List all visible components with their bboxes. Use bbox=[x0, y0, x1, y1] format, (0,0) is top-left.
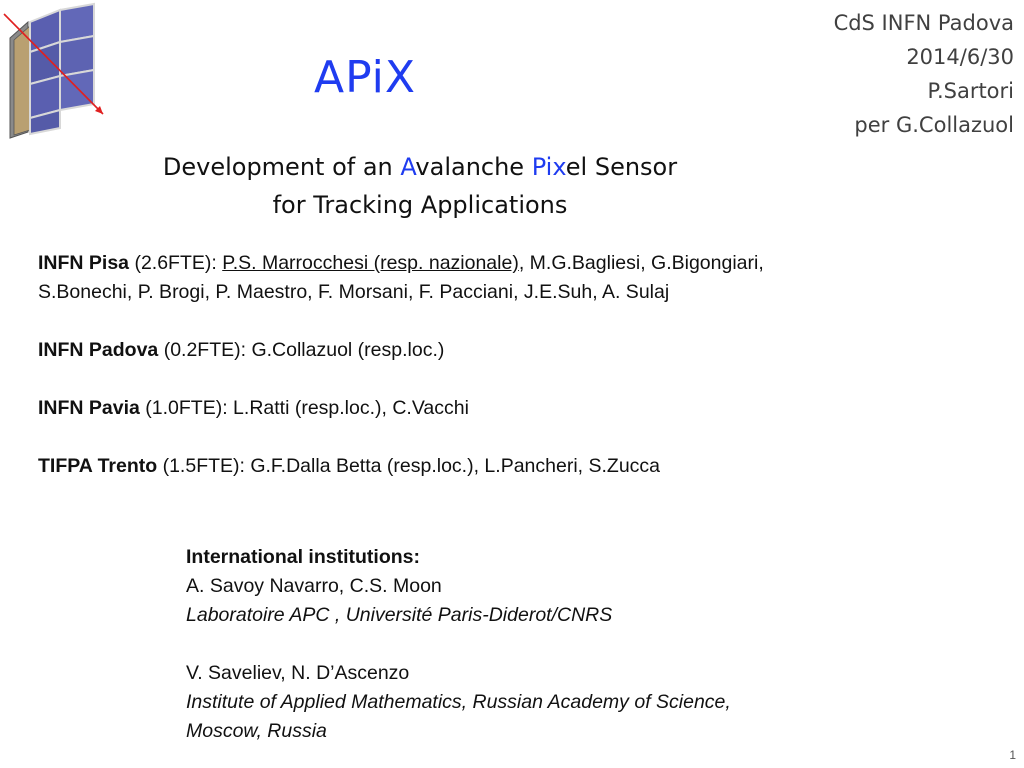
institution-name: TIFPA Trento bbox=[38, 455, 158, 477]
international-heading: International institutions: bbox=[186, 546, 420, 568]
subtitle-highlight: Pix bbox=[531, 153, 566, 181]
international-institutions bbox=[186, 543, 731, 746]
group-pisa-line1 bbox=[38, 249, 764, 278]
institution-name: INFN Pavia bbox=[38, 397, 140, 419]
group-details: (1.0FTE): L.Ratti (resp.loc.), C.Vacchi bbox=[139, 397, 469, 419]
group-pavia bbox=[38, 394, 469, 423]
group-pisa-line2: S.Bonechi, P. Brogi, P. Maestro, F. Morsani, F. Pacciani, J.E.Suh, A. Sulaj bbox=[38, 281, 670, 303]
group-details: (0.2FTE): G.Collazuol (resp.loc.) bbox=[158, 339, 445, 361]
subtitle-text: Development of an bbox=[162, 153, 401, 181]
subtitle-line2: for Tracking Applications bbox=[272, 191, 568, 219]
national-responsible: P.S. Marrocchesi (resp. nazionale) bbox=[222, 252, 519, 274]
subtitle-highlight: A bbox=[400, 153, 416, 181]
subtitle-line1 bbox=[0, 148, 840, 186]
header-speaker: P.Sartori bbox=[927, 79, 1014, 103]
institution-name: INFN Pisa bbox=[38, 252, 130, 274]
pixel-detector-illustration bbox=[0, 0, 112, 142]
intl-group1-affiliation: Laboratoire APC , Université Paris-Diderot/CNRS bbox=[186, 604, 613, 626]
page-title: APiX bbox=[314, 52, 417, 103]
subtitle-text: valanche bbox=[415, 153, 532, 181]
members: , M.G.Bagliesi, G.Bigongiari, bbox=[518, 252, 764, 274]
header-on-behalf: per G.Collazuol bbox=[854, 113, 1014, 137]
group-padova bbox=[38, 336, 444, 365]
subtitle bbox=[0, 148, 840, 224]
intl-group2-names: V. Saveliev, N. D’Ascenzo bbox=[186, 662, 410, 684]
header-date: 2014/6/30 bbox=[906, 45, 1014, 69]
group-pisa bbox=[38, 249, 764, 307]
institution-name: INFN Padova bbox=[38, 339, 159, 361]
subtitle-text: el Sensor bbox=[565, 153, 678, 181]
header-event: CdS INFN Padova bbox=[833, 11, 1014, 35]
fte: (2.6FTE): bbox=[129, 252, 223, 274]
header-meta bbox=[834, 6, 1014, 142]
intl-group2-affiliation-line1: Institute of Applied Mathematics, Russian Academy of Science, bbox=[186, 691, 731, 713]
group-details: (1.5FTE): G.F.Dalla Betta (resp.loc.), L.Pancheri, S.Zucca bbox=[157, 455, 661, 477]
intl-group1-names: A. Savoy Navarro, C.S. Moon bbox=[186, 575, 442, 597]
group-trento bbox=[38, 452, 660, 481]
intl-group2-affiliation-line2: Moscow, Russia bbox=[186, 720, 327, 742]
page-number: 1 bbox=[1009, 748, 1016, 762]
